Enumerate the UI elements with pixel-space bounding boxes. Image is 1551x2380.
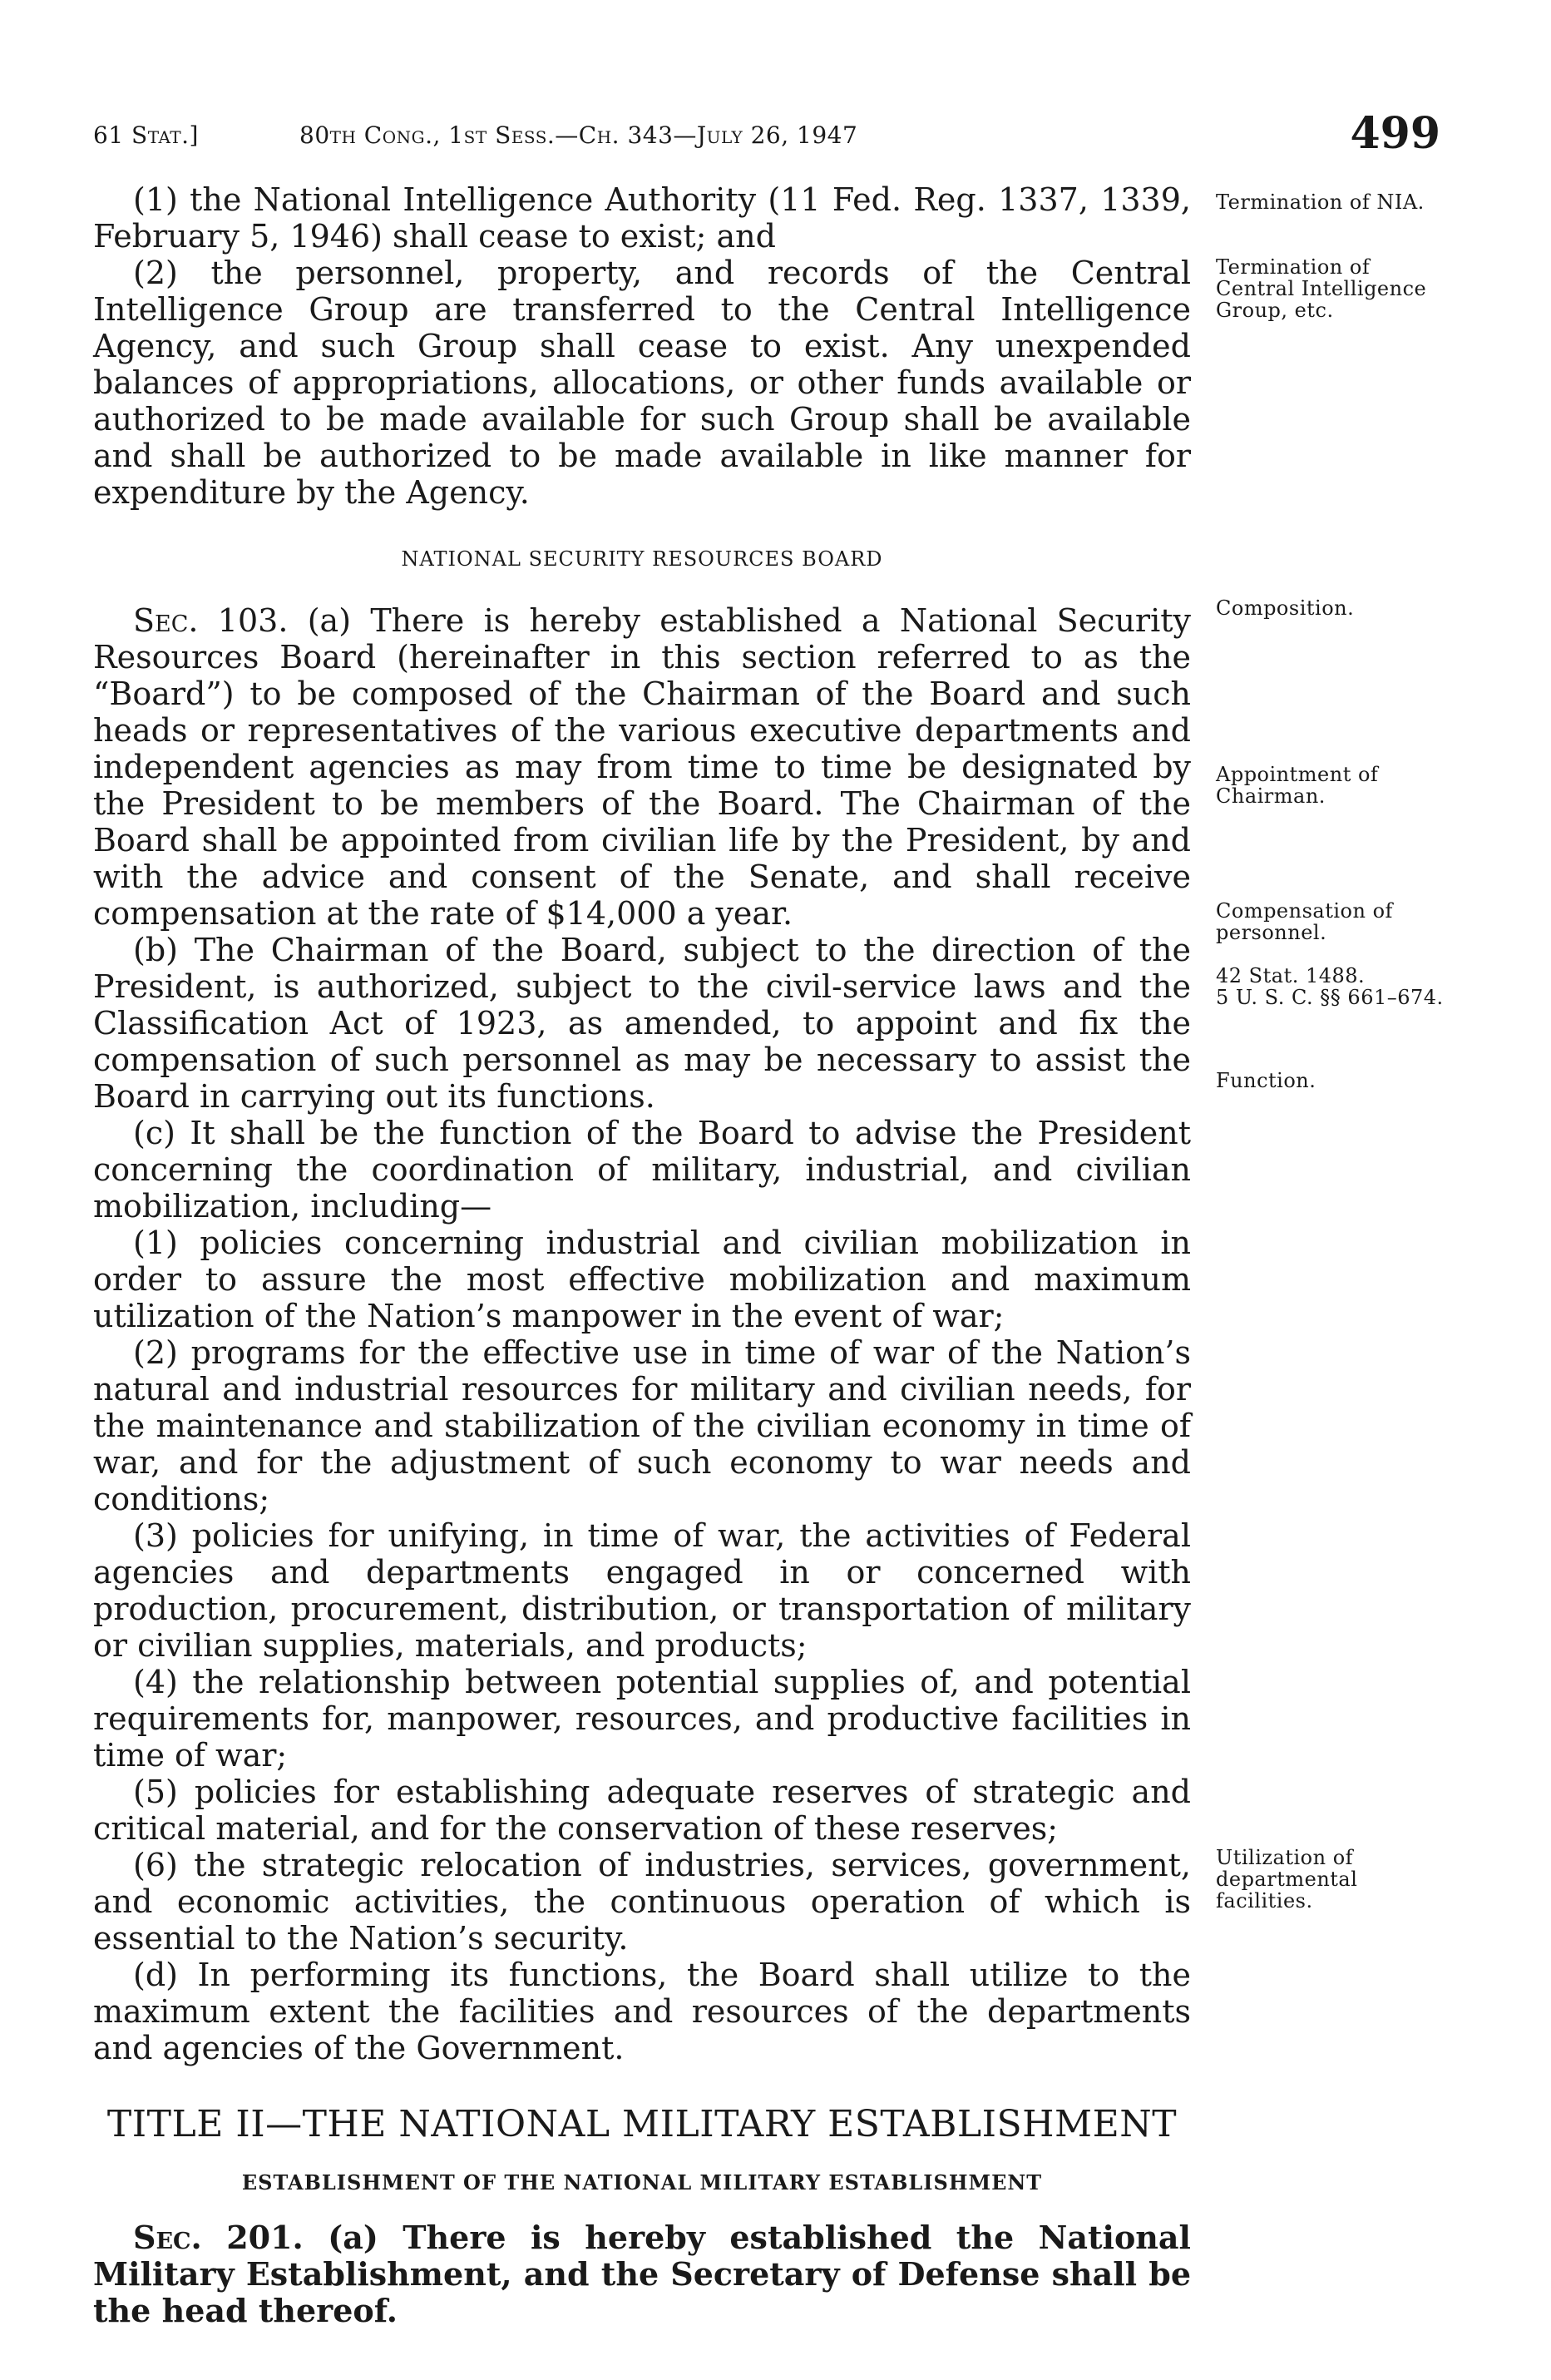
header-session: 80th Cong., 1st Sess.—Ch. 343—July 26, 1947: [299, 121, 858, 149]
margin-note-appointment: Appointment of Chairman.: [1216, 763, 1379, 808]
sec-103-a-text: (a) There is hereby established a National Security Resources Board (hereinafter in this section referred to as the “Board”) to be composed of the Chairman of the Board and such heads or representatives of the various executive departments and independent agencies as may from time to time be designated by the President to be members of the Board. The Chairman of the Board shall be appointed from civilian life by the President, by and with the advice and consent of the Senate, and shall receive compensation at the rate of $14,000 a year.: [93, 602, 1191, 932]
running-header: [93, 108, 1440, 166]
list-item-c3: (3) policies for unifying, in time of war, the activities of Federal agencies and departments engaged in or concerned with production, procurement, distribution, or transportation of military or civilian supplies, materials, and products;: [93, 1517, 1191, 1664]
main-text: [93, 181, 1191, 2329]
paragraph-1: (1) the National Intelligence Authority (11 Fed. Reg. 1337, 1339, February 5, 1946) shall cease to exist; and: [93, 181, 1191, 255]
ref-usc: 5 U. S. C. §§ 661–674.: [1216, 986, 1444, 1009]
margin-note-composition: Composition.: [1216, 596, 1355, 620]
list-item-c5: (5) policies for establishing adequate reserves of strategic and critical material, and for the conservation of these reserves;: [93, 1774, 1191, 1847]
sec-103-c: (c) It shall be the function of the Board to advise the President concerning the coordination of military, industrial, and civilian mobilization, including—: [93, 1115, 1191, 1225]
sec-103-label: Sec. 103.: [133, 602, 289, 639]
list-item-c1: (1) policies concerning industrial and civilian mobilization in order to assure the most effective mobilization and maximum utilization of the Nation’s manpower in the event of war;: [93, 1225, 1191, 1334]
list-item-c2: (2) programs for the effective use in time of war of the Nation’s natural and industrial resources for military and civilian needs, for the maintenance and stabilization of the civilian economy in time of war, and for the adjustment of such economy to war needs and conditions;: [93, 1334, 1191, 1517]
list-item-c4: (4) the relationship between potential supplies of, and potential requirements for, manpower, resources, and productive facilities in time of war;: [93, 1664, 1191, 1774]
margin-note-compensation: Compensation of personnel.: [1216, 899, 1393, 944]
header-citation: 61 Stat.]: [93, 121, 199, 149]
list-item-c6: (6) the strategic relocation of industries, services, government, and economic activities, the continuous operation of which is essential to the Nation’s security.: [93, 1847, 1191, 1957]
sec-103-d: (d) In performing its functions, the Board shall utilize to the maximum extent the facilities and resources of the departments and agencies of the Government.: [93, 1957, 1191, 2066]
paragraph-2: (2) the personnel, property, and records of the Central Intelligence Group are transferred to the Central Intelligence Agency, and such Group shall cease to exist. Any unexpended balances of appropriations, allocations, or other funds available or authorized to be made available for such Group shall be available and shall be authorized to be made available in like manner for expenditure by the Agency.: [93, 255, 1191, 511]
sec-201-label: Sec. 201.: [133, 2219, 304, 2256]
section-heading-nsrb: NATIONAL SECURITY RESOURCES BOARD: [401, 547, 883, 571]
margin-note-references: [1216, 965, 1449, 1008]
page-number: 499: [1350, 108, 1440, 159]
section-heading-establishment: ESTABLISHMENT OF THE NATIONAL MILITARY ESTABLISHMENT: [241, 2170, 1043, 2194]
margin-note-utilization: Utilization of departmental facilities.: [1216, 1846, 1358, 1912]
margin-note-termination-nia: Termination of NIA.: [1216, 190, 1425, 214]
margin-note-function: Function.: [1216, 1069, 1316, 1092]
title-ii-heading: TITLE II—THE NATIONAL MILITARY ESTABLISHMENT: [106, 2103, 1178, 2145]
sec-103-b: (b) The Chairman of the Board, subject to the direction of the President, is authorized, subject to the civil-service laws and the Classification Act of 1923, as amended, to appoint and fix the compensation of such personnel as may be necessary to assist the Board in carrying out its functions.: [93, 932, 1191, 1115]
sec-201-a-text: (a) There is hereby established the National Military Establishment, and the Secretary of Defense shall be the head thereof.: [93, 2219, 1191, 2329]
margin-note-termination-cig: Termination of Central Intelligence Group, etc.: [1216, 255, 1427, 322]
ref-stat: 42 Stat. 1488.: [1216, 964, 1366, 987]
sec-103-a: [93, 602, 1191, 932]
sec-201-a: [93, 2219, 1191, 2329]
